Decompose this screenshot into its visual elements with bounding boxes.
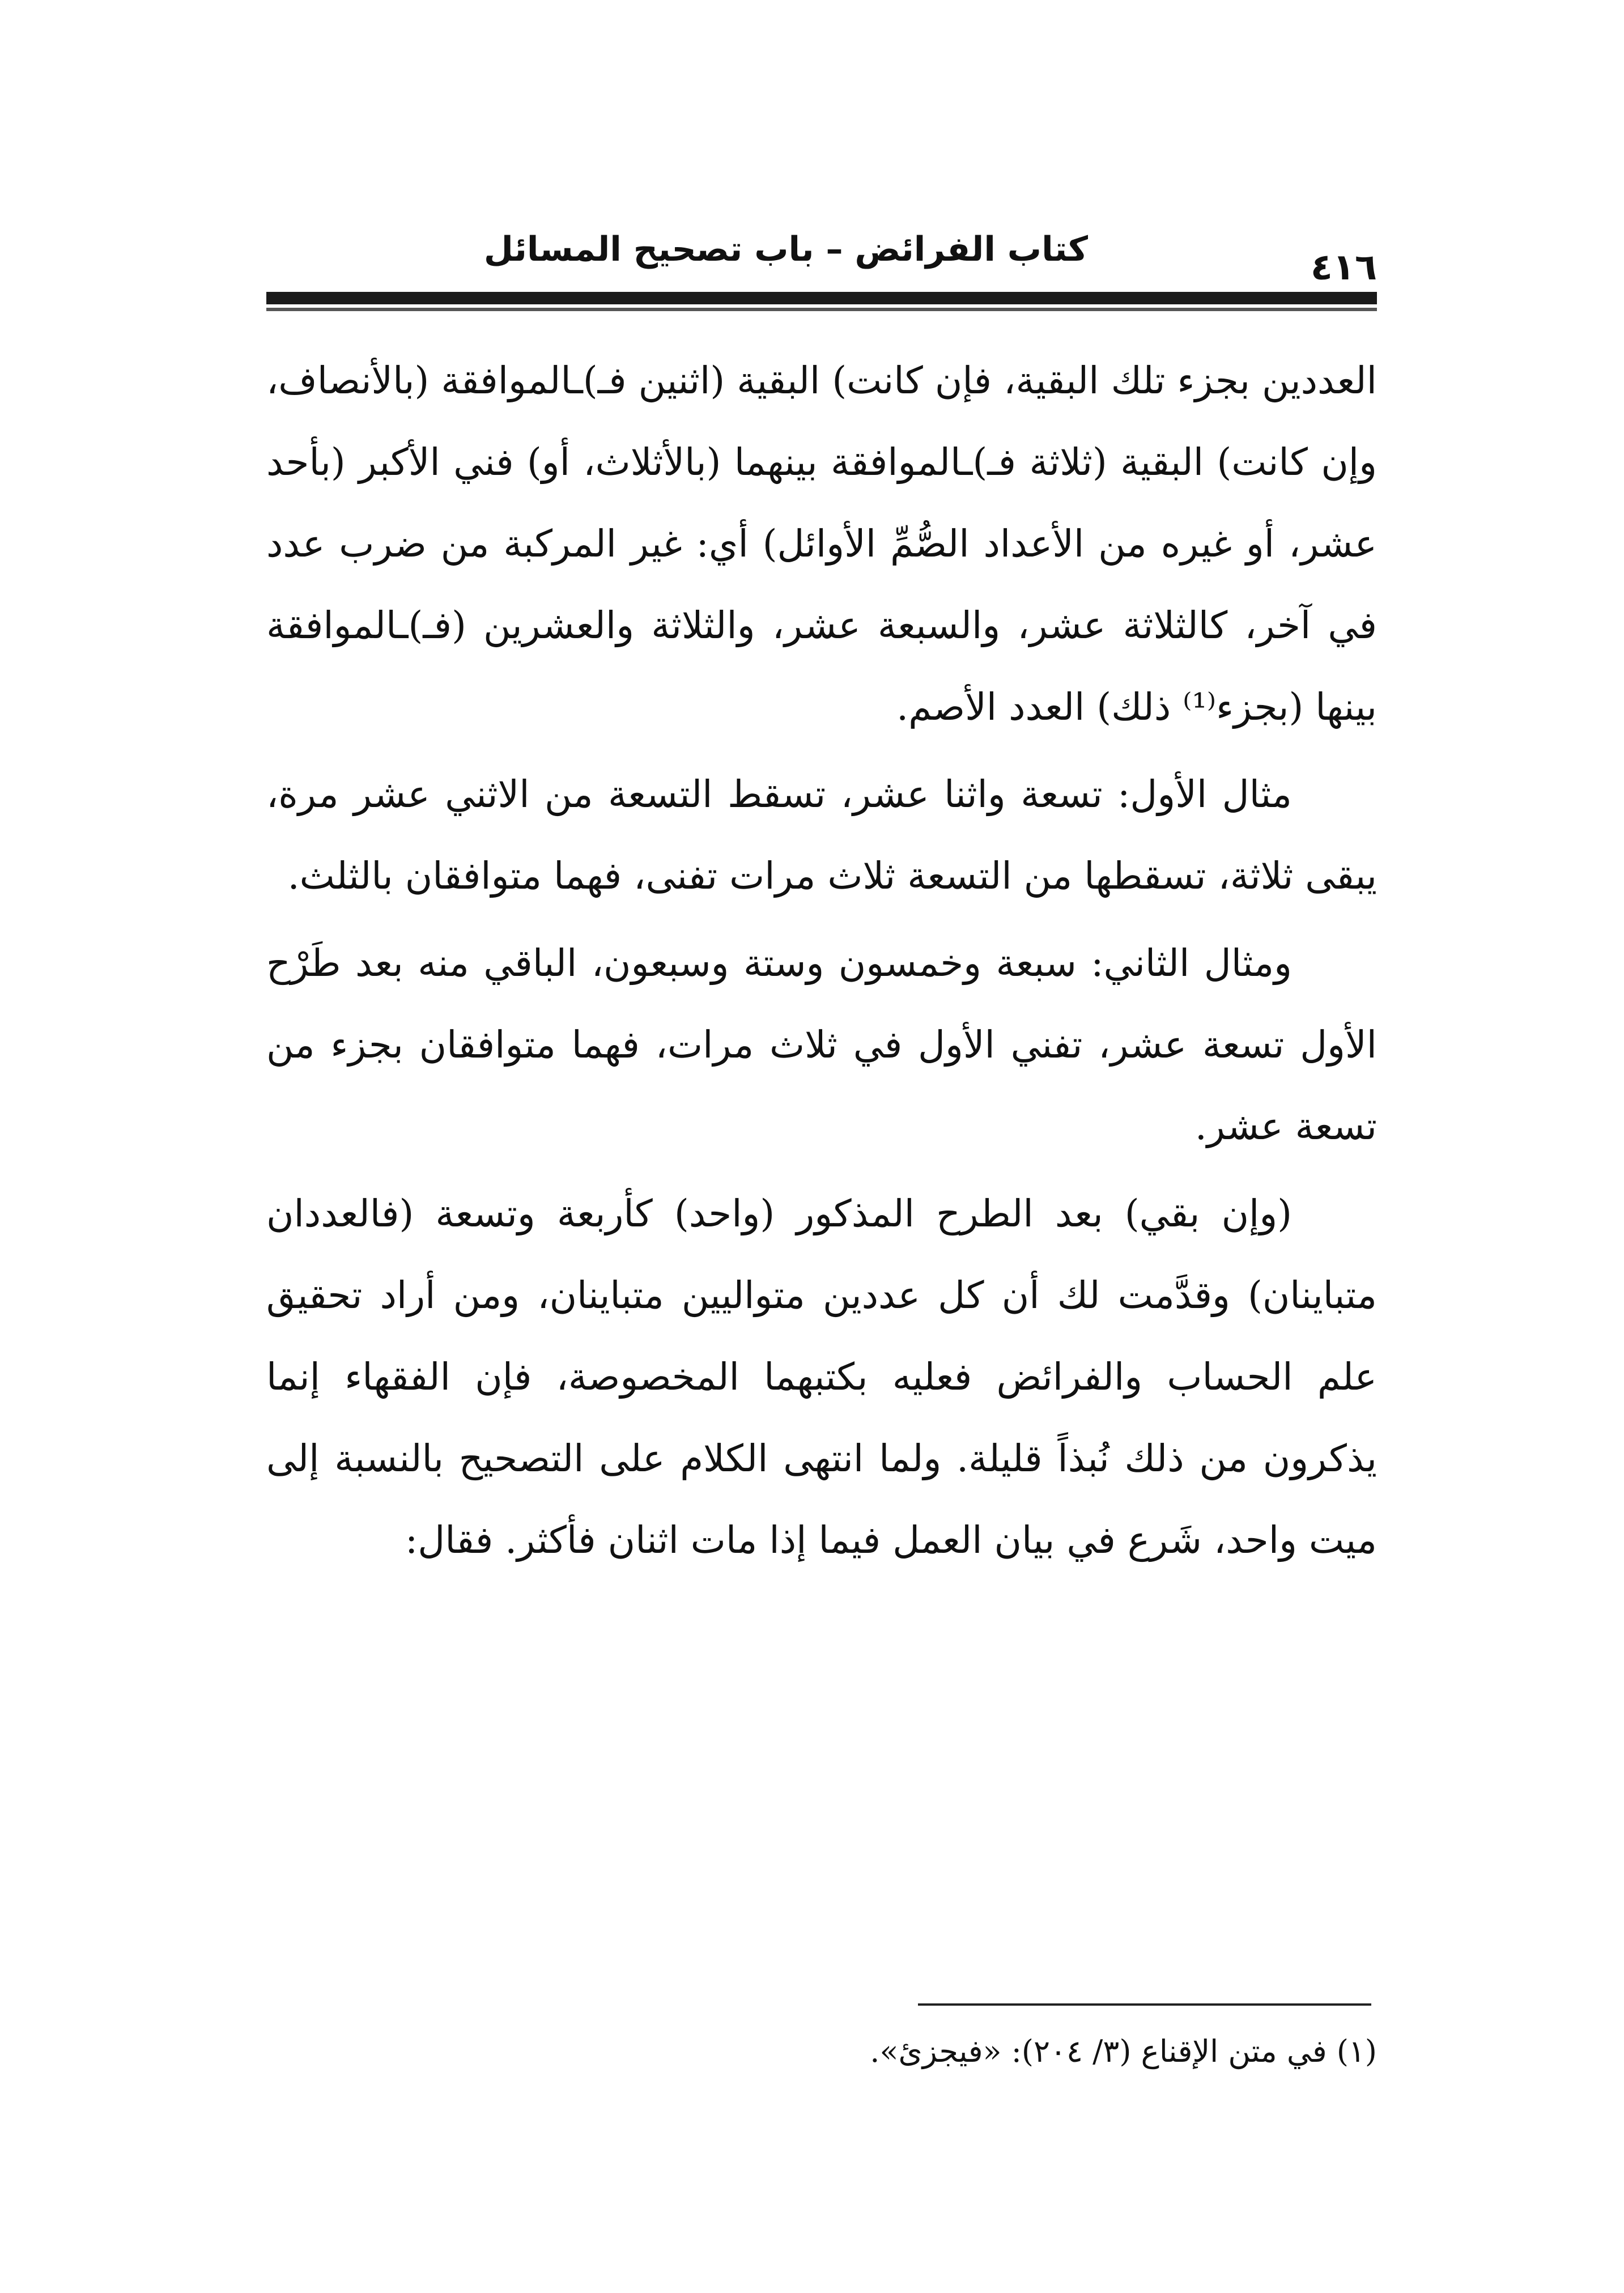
paragraph: (وإن بقي) بعد الطرح المذكور (واحد) كأربعة وتسعة (فالعددان متباينان) وقدَّمت لك أن كل عددين متواليين متباينان، ومن أراد تحقيق علم الحساب والفرائض فعليه بكتبهما المخصوصة، فإن الفقهاء إنما يذكرون من ذلك نُبذاً قليلة. ولما انتهى الكلام على التصحيح بالنسبة إلى ميت واحد، شَرع في بيان العمل فيما إذا مات اثنان فأكثر. فقال: — [266, 1192, 1377, 1562]
chapter-title: كتاب الفرائض – باب تصحيح المسائل — [483, 230, 1088, 269]
header-rule — [266, 292, 1377, 304]
paragraph: ومثال الثاني: سبعة وخمسون وستة وسبعون، الباقي منه بعد طَرْح الأول تسعة عشر، تفني الأول في ثلاث مرات، فهما متوافقان بجزء من تسعة عشر. — [266, 941, 1377, 1148]
paragraph: العددين بجزء تلك البقية، فإن كانت) البقية (اثنين فـ)ـالموافقة (بالأنصاف، وإن كانت) البقية (ثلاثة فـ)ـالموافقة بينهما (بالأثلاث، أو) فني الأكبر (بأحد عشر، أو غيره من الأعداد الصُّمِّ الأوائل) أي: غير المركبة من ضرب عدد في آخر، كالثلاثة عشر، والسبعة عشر، والثلاثة والعشرين (فـ)ـالموافقة بينها (بجزء⁽¹⁾ ذلك) العدد الأصم. — [266, 359, 1377, 729]
running-header — [266, 224, 1377, 309]
main-text — [266, 340, 1377, 1581]
header-rule-thin — [266, 308, 1377, 311]
footnote: (١) في متن الإقناع (٣/ ٢٠٤): «فيجزئ». — [870, 2033, 1377, 2069]
page-number: ٤١٦ — [1310, 247, 1377, 288]
footnote-rule — [918, 2003, 1371, 2006]
paragraph: مثال الأول: تسعة واثنا عشر، تسقط التسعة من الاثني عشر مرة، يبقى ثلاثة، تسقطها من التسعة ثلاث مرات تفنى، فهما متوافقان بالثلث. — [266, 772, 1377, 898]
